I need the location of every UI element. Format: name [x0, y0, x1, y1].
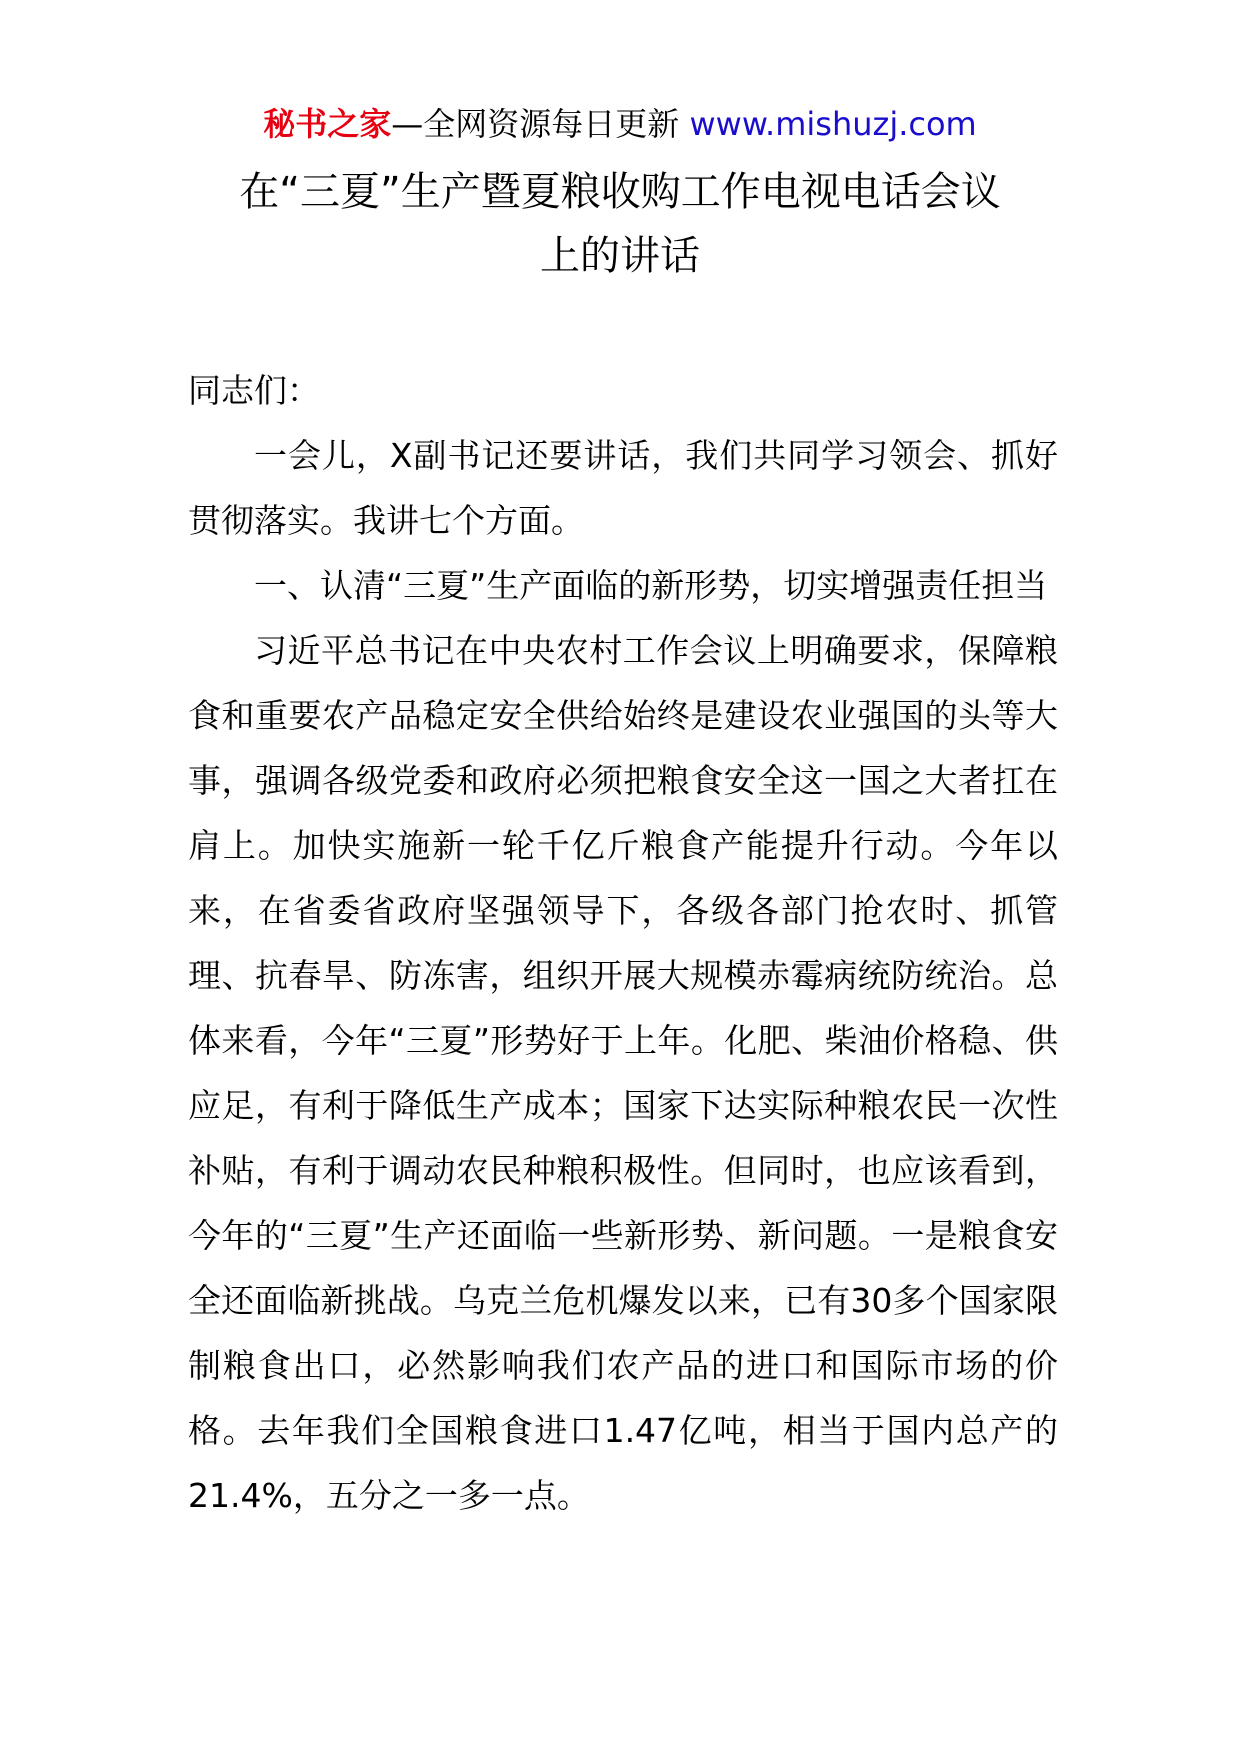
document-body: [188, 358, 1058, 1528]
document-title: [150, 160, 1090, 288]
section-heading-1: 一、认清“三夏”生产面临的新形势，切实增强责任担当: [254, 566, 1048, 605]
header-tagline: —全网资源每日更新: [391, 105, 690, 143]
site-url: www.mishuzj.com: [689, 105, 977, 143]
site-header: [0, 100, 1240, 148]
title-line-1: 在“三夏”生产暨夏粮收购工作电视电话会议: [239, 169, 1001, 215]
brand-name: 秘书之家: [263, 105, 392, 143]
paragraph-situation: 习近平总书记在中央农村工作会议上明确要求，保障粮食和重要农产品稳定安全供给始终是建设农业强国的头等大事，强调各级党委和政府必须把粮食安全这一国之大者扛在肩上。加快实施新一轮千亿斤粮食产能提升行动。今年以来，在省委省政府坚强领导下，各级各部门抢农时、抓管理、抗春旱、防冻害，组织开展大规模赤霉病统防统治。总体来看，今年“三夏”形势好于上年。化肥、柴油价格稳、供应足，有利于降低生产成本；国家下达实际种粮农民一次性补贴，有利于调动农民种粮积极性。但同时，也应该看到，今年的“三夏”生产还面临一些新形势、新问题。一是粮食安全还面临新挑战。乌克兰危机爆发以来，已有30多个国家限制粮食出口，必然影响我们农产品的进口和国际市场的价格。去年我们全国粮食进口1.47亿吨，相当于国内总产的21.4%，五分之一多一点。: [188, 631, 1058, 1515]
title-line-2: 上的讲话: [540, 233, 700, 279]
paragraph-intro: 一会儿，X副书记还要讲话，我们共同学习领会、抓好贯彻落实。我讲七个方面。: [188, 436, 1058, 540]
salutation: 同志们：: [188, 371, 320, 410]
